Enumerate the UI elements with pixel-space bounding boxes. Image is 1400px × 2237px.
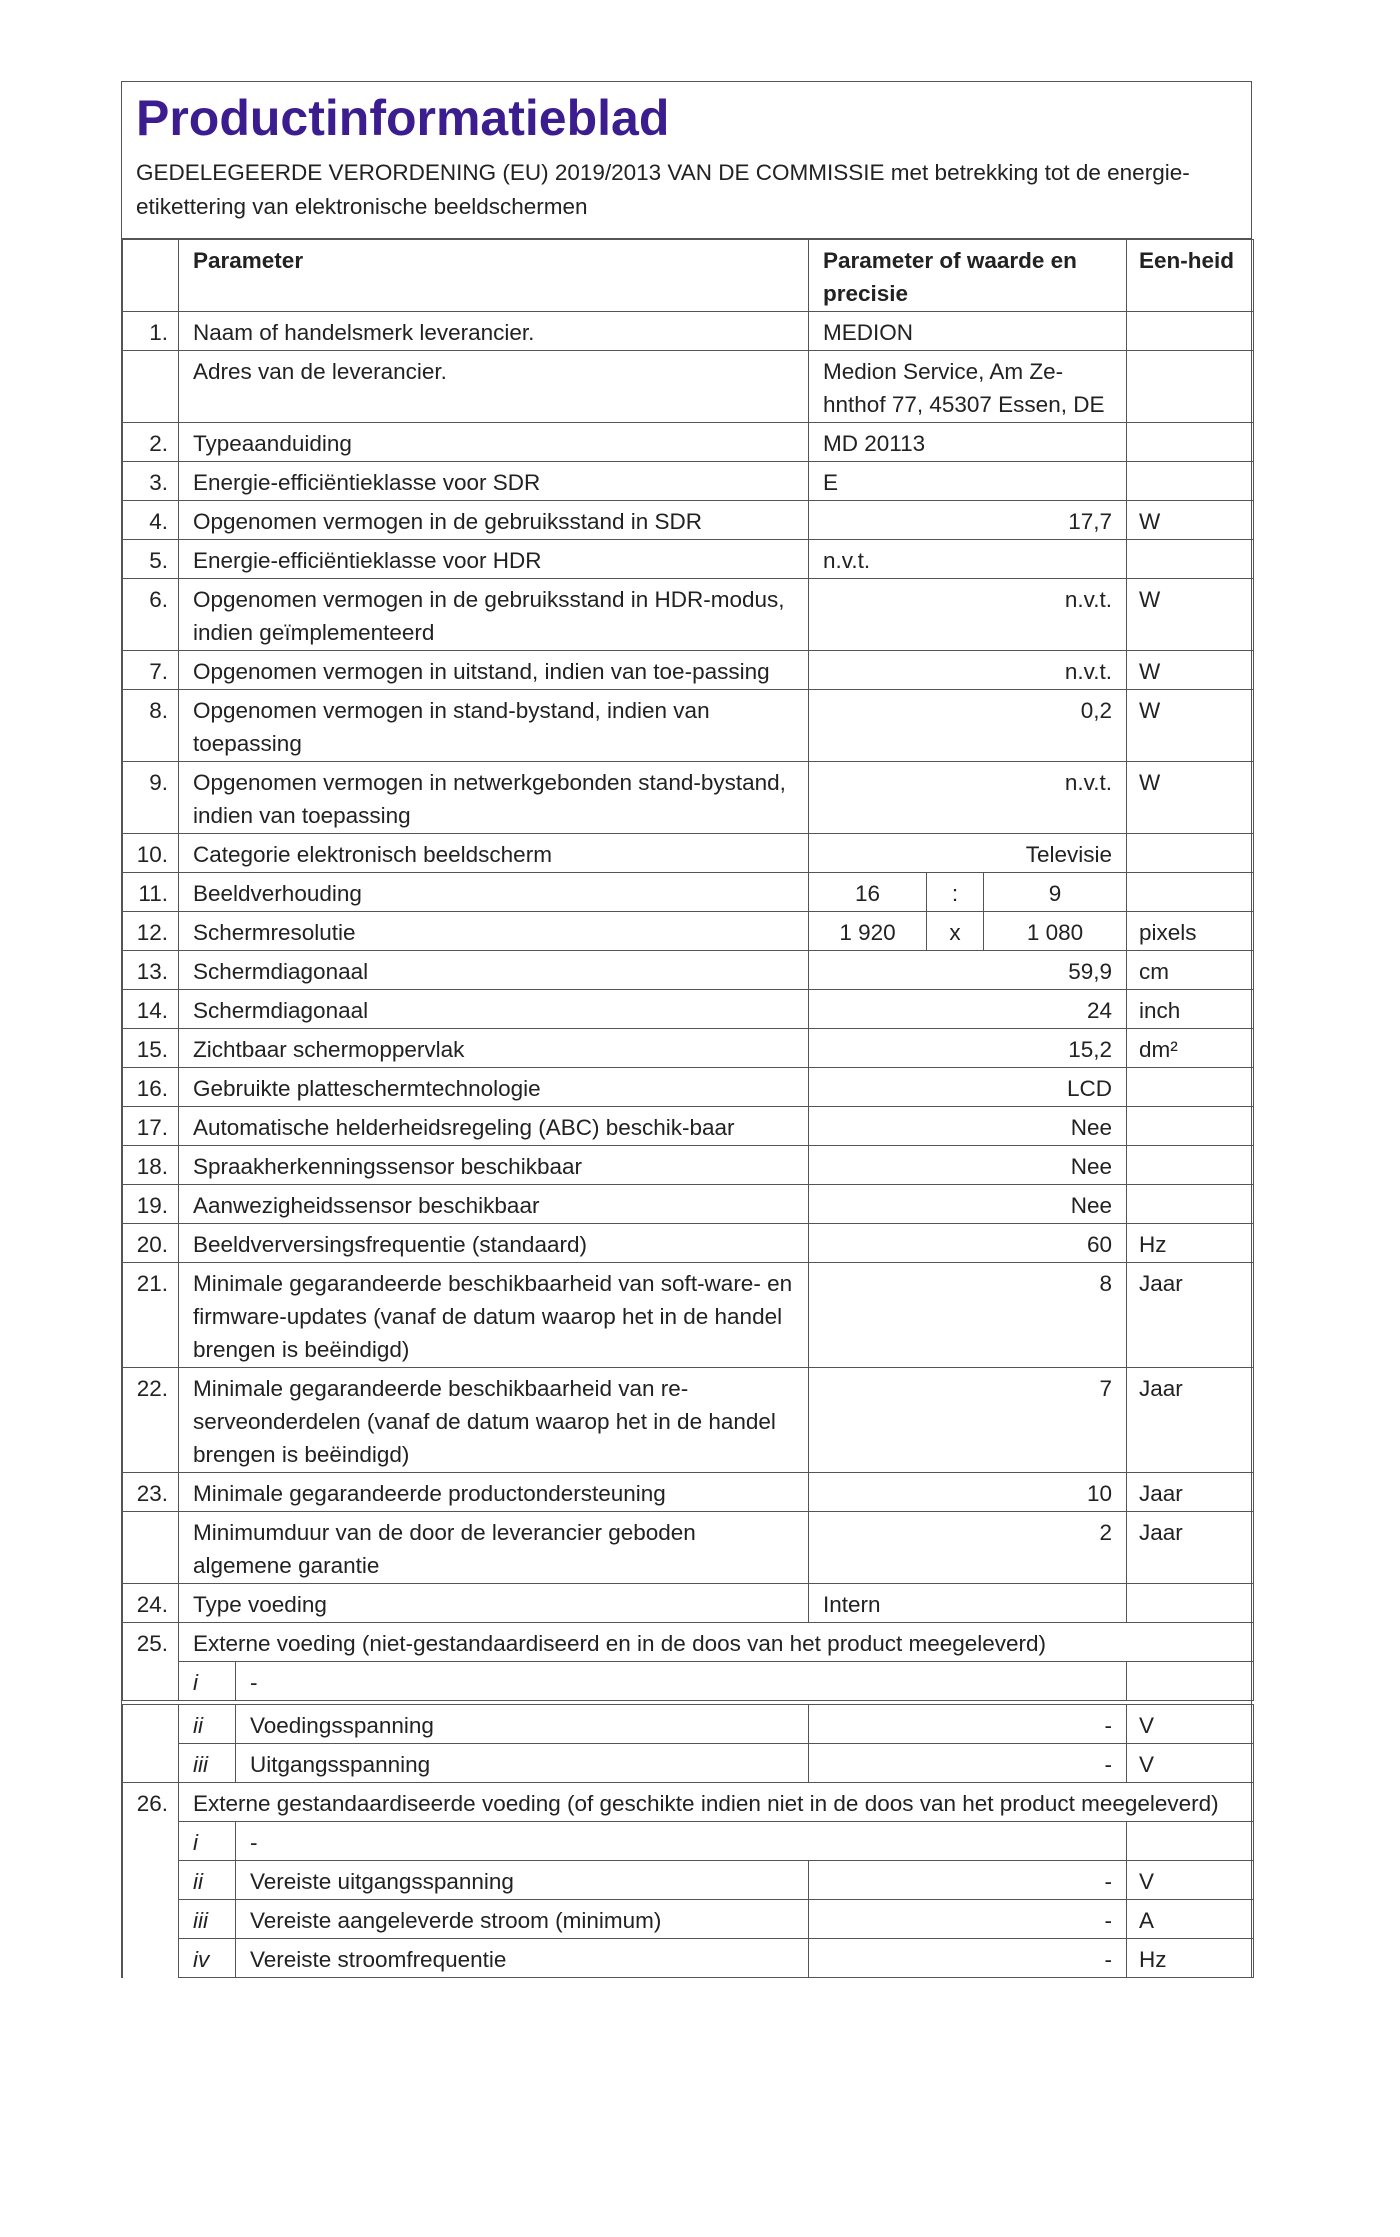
row-number: 10.: [123, 834, 179, 873]
row-unit: Hz: [1127, 1224, 1254, 1263]
row-unit: [1127, 540, 1254, 579]
sub-row-unit: V: [1127, 1861, 1254, 1900]
section-title: Externe gestandaardiseerde voeding (of geschikte indien niet in de doos van het product meegeleverd): [179, 1783, 1254, 1822]
table-row: [123, 1512, 1254, 1584]
sub-row-index: iv: [179, 1939, 236, 1978]
table-row: [123, 423, 1254, 462]
row-number: 19.: [123, 1185, 179, 1224]
sub-row-parameter: Vereiste uitgangsspanning: [236, 1861, 809, 1900]
row-parameter: Minimale gegarandeerde beschikbaarheid van re-serveonderdelen (vanaf de datum waarop het in de handel brengen is beëindigd): [179, 1368, 809, 1473]
sub-row-unit: V: [1127, 1705, 1254, 1744]
table-row: [123, 1584, 1254, 1623]
row-parameter: Beeldverversingsfrequentie (standaard): [179, 1224, 809, 1263]
regulation-subtitle: GEDELEGEERDE VERORDENING (EU) 2019/2013 VAN DE COMMISSIE met betrekking tot de energie-etikettering van elektronische beeldschermen: [136, 160, 1190, 219]
row-number: 6.: [123, 579, 179, 651]
row-number: 7.: [123, 651, 179, 690]
row-value: n.v.t.: [809, 540, 1127, 579]
sub-row-parameter: Voedingsspanning: [236, 1705, 809, 1744]
row-value: Nee: [809, 1107, 1127, 1146]
sub-row-spacer: [123, 1662, 179, 1701]
row-unit: [1127, 351, 1254, 423]
row-value: Intern: [809, 1584, 1127, 1623]
row-parameter: Gebruikte platteschermtechnologie: [179, 1068, 809, 1107]
product-information-sheet: [121, 81, 1252, 1978]
row-value-separator: x: [927, 912, 984, 951]
sub-row-index: iii: [179, 1900, 236, 1939]
sub-row-unit: Hz: [1127, 1939, 1254, 1978]
row-number: 14.: [123, 990, 179, 1029]
section-title: Externe voeding (niet-gestandaardiseerd en in de doos van het product meegeleverd): [179, 1623, 1254, 1662]
sub-row-unit: A: [1127, 1900, 1254, 1939]
sub-row-spacer: [123, 1900, 179, 1939]
row-value: n.v.t.: [809, 762, 1127, 834]
table-row: [123, 990, 1254, 1029]
row-number: 21.: [123, 1263, 179, 1368]
row-parameter: Energie-efficiëntieklasse voor SDR: [179, 462, 809, 501]
table-row: [123, 540, 1254, 579]
table-row: [123, 1029, 1254, 1068]
row-unit: W: [1127, 579, 1254, 651]
table-row: [123, 1107, 1254, 1146]
row-value-second: 1 080: [984, 912, 1127, 951]
sub-row-index: i: [179, 1822, 236, 1861]
table-row: [123, 351, 1254, 423]
table-row: [123, 1068, 1254, 1107]
table-row: [123, 501, 1254, 540]
page-title: Productinformatieblad: [136, 90, 670, 146]
sub-row-spacer: [123, 1822, 179, 1861]
section-header-row: [123, 1783, 1254, 1822]
sub-row: [123, 1744, 1254, 1783]
row-unit: pixels: [1127, 912, 1254, 951]
row-value: n.v.t.: [809, 579, 1127, 651]
row-number: 5.: [123, 540, 179, 579]
row-value: E: [809, 462, 1127, 501]
row-value: 15,2: [809, 1029, 1127, 1068]
row-parameter: Opgenomen vermogen in stand-bystand, indien van toepassing: [179, 690, 809, 762]
sheet-header: [122, 82, 1251, 239]
table-header-row: [123, 240, 1254, 312]
table-row: [123, 690, 1254, 762]
row-parameter: Schermdiagonaal: [179, 990, 809, 1029]
row-number: 22.: [123, 1368, 179, 1473]
row-unit: [1127, 1185, 1254, 1224]
row-unit: [1127, 873, 1254, 912]
table-row: [123, 951, 1254, 990]
spec-table: [122, 239, 1254, 1978]
row-unit: W: [1127, 762, 1254, 834]
sub-row-parameter: -: [236, 1662, 1127, 1701]
table-row: [123, 462, 1254, 501]
row-unit: [1127, 1107, 1254, 1146]
table-row: [123, 312, 1254, 351]
sub-row: [123, 1939, 1254, 1978]
row-parameter: Energie-efficiëntieklasse voor HDR: [179, 540, 809, 579]
row-parameter: Opgenomen vermogen in netwerkgebonden stand-bystand, indien van toepassing: [179, 762, 809, 834]
row-value: 17,7: [809, 501, 1127, 540]
sub-row-value: -: [809, 1861, 1127, 1900]
sub-row: [123, 1705, 1254, 1744]
row-number: 4.: [123, 501, 179, 540]
row-number: 23.: [123, 1473, 179, 1512]
row-parameter: Schermdiagonaal: [179, 951, 809, 990]
row-number: 9.: [123, 762, 179, 834]
row-value: Televisie: [809, 834, 1127, 873]
row-parameter: Adres van de leverancier.: [179, 351, 809, 423]
row-value-second: 9: [984, 873, 1127, 912]
table-row: [123, 834, 1254, 873]
row-unit: [1127, 462, 1254, 501]
row-unit: W: [1127, 690, 1254, 762]
row-parameter: Opgenomen vermogen in de gebruiksstand in SDR: [179, 501, 809, 540]
sub-row-parameter: -: [236, 1822, 1127, 1861]
row-unit: [1127, 1146, 1254, 1185]
row-unit: Jaar: [1127, 1473, 1254, 1512]
row-unit: [1127, 1068, 1254, 1107]
row-number: [123, 351, 179, 423]
row-parameter: Minimale gegarandeerde beschikbaarheid van soft-ware- en firmware-updates (vanaf de datum waarop het in de handel brengen is beëindigd): [179, 1263, 809, 1368]
sub-row-spacer: [123, 1861, 179, 1900]
row-number: 11.: [123, 873, 179, 912]
sub-row: [123, 1900, 1254, 1939]
row-unit: Jaar: [1127, 1263, 1254, 1368]
row-parameter: Typeaanduiding: [179, 423, 809, 462]
sub-row-unit: V: [1127, 1744, 1254, 1783]
sub-row-value: -: [809, 1939, 1127, 1978]
header-num-cell: [123, 240, 179, 312]
sub-row-unit: [1127, 1822, 1254, 1861]
sub-row-parameter: Vereiste stroomfrequentie: [236, 1939, 809, 1978]
row-value: 10: [809, 1473, 1127, 1512]
row-unit: W: [1127, 501, 1254, 540]
table-row: [123, 873, 1254, 912]
table-row: [123, 1473, 1254, 1512]
row-unit: W: [1127, 651, 1254, 690]
header-unit: Een-heid: [1127, 240, 1254, 312]
header-value: Parameter of waarde en precisie: [809, 240, 1127, 312]
row-parameter: Minimumduur van de door de leverancier geboden algemene garantie: [179, 1512, 809, 1584]
row-parameter: Automatische helderheidsregeling (ABC) beschik-baar: [179, 1107, 809, 1146]
row-number: 18.: [123, 1146, 179, 1185]
row-number: 25.: [123, 1623, 179, 1662]
table-row: [123, 651, 1254, 690]
row-parameter: Beeldverhouding: [179, 873, 809, 912]
sub-row-spacer: [123, 1705, 179, 1744]
row-number: 15.: [123, 1029, 179, 1068]
row-unit: cm: [1127, 951, 1254, 990]
row-unit: Jaar: [1127, 1512, 1254, 1584]
row-parameter: Zichtbaar schermoppervlak: [179, 1029, 809, 1068]
sub-row-value: -: [809, 1705, 1127, 1744]
row-value: 60: [809, 1224, 1127, 1263]
table-row: [123, 1146, 1254, 1185]
sub-row: [123, 1861, 1254, 1900]
row-number: 3.: [123, 462, 179, 501]
row-number: 24.: [123, 1584, 179, 1623]
row-value: 7: [809, 1368, 1127, 1473]
row-parameter: Categorie elektronisch beeldscherm: [179, 834, 809, 873]
row-number: 20.: [123, 1224, 179, 1263]
sub-row-spacer: [123, 1939, 179, 1978]
row-value-separator: :: [927, 873, 984, 912]
row-value: Nee: [809, 1146, 1127, 1185]
sub-row-index: i: [179, 1662, 236, 1701]
sub-row-value: -: [809, 1900, 1127, 1939]
row-value: 8: [809, 1263, 1127, 1368]
row-parameter: Minimale gegarandeerde productondersteuning: [179, 1473, 809, 1512]
row-value: MD 20113: [809, 423, 1127, 462]
sub-row-index: ii: [179, 1705, 236, 1744]
row-number: 13.: [123, 951, 179, 990]
sub-row-index: ii: [179, 1861, 236, 1900]
sub-row: [123, 1822, 1254, 1861]
row-parameter: Schermresolutie: [179, 912, 809, 951]
row-unit: dm²: [1127, 1029, 1254, 1068]
row-parameter: Naam of handelsmerk leverancier.: [179, 312, 809, 351]
sub-row-parameter: Vereiste aangeleverde stroom (minimum): [236, 1900, 809, 1939]
sub-row: [123, 1662, 1254, 1701]
row-value: 0,2: [809, 690, 1127, 762]
table-row: [123, 912, 1254, 951]
table-row: [123, 1224, 1254, 1263]
row-value-first: 16: [809, 873, 927, 912]
row-number: 16.: [123, 1068, 179, 1107]
row-value: 2: [809, 1512, 1127, 1584]
table-row: [123, 762, 1254, 834]
row-number: 1.: [123, 312, 179, 351]
row-parameter: Opgenomen vermogen in uitstand, indien van toe-passing: [179, 651, 809, 690]
row-unit: [1127, 1584, 1254, 1623]
sub-row-spacer: [123, 1744, 179, 1783]
row-parameter: Spraakherkenningssensor beschikbaar: [179, 1146, 809, 1185]
row-number: 17.: [123, 1107, 179, 1146]
section-header-row: [123, 1623, 1254, 1662]
row-unit: [1127, 423, 1254, 462]
row-number: 8.: [123, 690, 179, 762]
table-row: [123, 579, 1254, 651]
row-value: MEDION: [809, 312, 1127, 351]
table-row: [123, 1263, 1254, 1368]
row-value: Nee: [809, 1185, 1127, 1224]
header-parameter: Parameter: [179, 240, 809, 312]
row-parameter: Opgenomen vermogen in de gebruiksstand in HDR-modus, indien geïmplementeerd: [179, 579, 809, 651]
sub-row-parameter: Uitgangsspanning: [236, 1744, 809, 1783]
table-row: [123, 1368, 1254, 1473]
table-row: [123, 1185, 1254, 1224]
row-number: 2.: [123, 423, 179, 462]
row-unit: [1127, 834, 1254, 873]
row-number: 12.: [123, 912, 179, 951]
row-value: 24: [809, 990, 1127, 1029]
row-number: [123, 1512, 179, 1584]
row-parameter: Aanwezigheidssensor beschikbaar: [179, 1185, 809, 1224]
row-value: Medion Service, Am Ze-hnthof 77, 45307 Essen, DE: [809, 351, 1127, 423]
row-unit: inch: [1127, 990, 1254, 1029]
row-value: n.v.t.: [809, 651, 1127, 690]
sub-row-value: -: [809, 1744, 1127, 1783]
row-value: 59,9: [809, 951, 1127, 990]
row-parameter: Type voeding: [179, 1584, 809, 1623]
sub-row-unit: [1127, 1662, 1254, 1701]
row-number: 26.: [123, 1783, 179, 1822]
row-unit: [1127, 312, 1254, 351]
row-value: LCD: [809, 1068, 1127, 1107]
sub-row-index: iii: [179, 1744, 236, 1783]
row-value-first: 1 920: [809, 912, 927, 951]
row-unit: Jaar: [1127, 1368, 1254, 1473]
